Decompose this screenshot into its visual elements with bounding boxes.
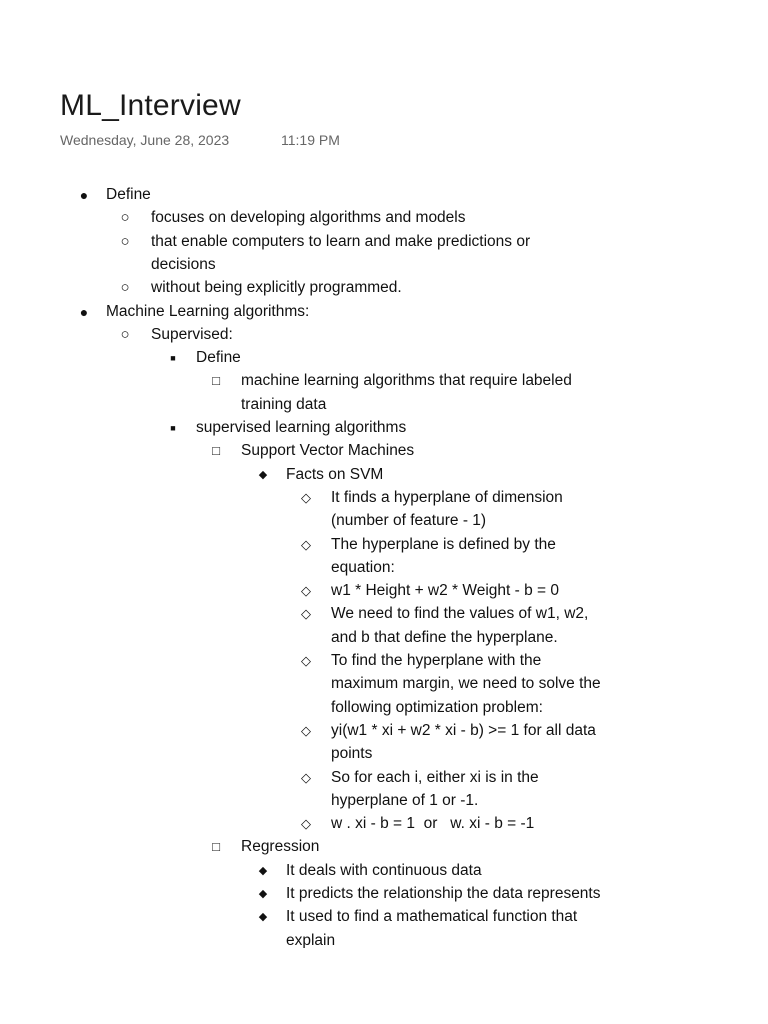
circle-bullet-icon: ○ [120, 209, 130, 227]
outline-line [0, 463, 768, 487]
square-bullet-icon: ■ [170, 353, 176, 364]
outline-line [0, 253, 768, 277]
outline-text: Support Vector Machines [241, 442, 415, 460]
outline-text: hyperplane of 1 or -1. [331, 791, 479, 809]
outline-line [0, 602, 768, 626]
outline-line [0, 579, 768, 603]
circle-bullet-icon: ○ [120, 232, 130, 250]
circle-bullet-icon: ○ [120, 279, 130, 297]
hollow-diamond-bullet-icon: ◇ [301, 816, 311, 832]
hollow-diamond-bullet-icon: ◇ [301, 769, 311, 785]
outline-text: focuses on developing algorithms and models [151, 209, 466, 227]
hollow-square-bullet-icon: □ [212, 443, 220, 459]
outline-line [0, 696, 768, 720]
dot-bullet-icon: ● [79, 303, 89, 320]
outline-line [0, 789, 768, 813]
outline-text: It predicts the relationship the data represents [286, 885, 601, 902]
outline-line [0, 230, 768, 254]
hollow-diamond-bullet-icon: ◇ [301, 722, 311, 738]
outline-line [0, 742, 768, 766]
outline-line [0, 300, 768, 324]
outline-line [0, 556, 768, 580]
note-date: Wednesday, June 28, 2023 [60, 132, 230, 148]
outline-line [0, 719, 768, 743]
outline-text: Facts on SVM [286, 465, 384, 483]
outline-line [0, 486, 768, 510]
outline-text: Define [106, 186, 151, 203]
outline-text: Machine Learning algorithms: [106, 302, 310, 320]
outline-text: decisions [151, 255, 216, 273]
outline-line [0, 835, 768, 859]
outline-text: without being explicitly programmed. [151, 279, 402, 297]
hollow-diamond-bullet-icon: ◇ [301, 653, 311, 668]
outline-text: points [331, 745, 373, 763]
outline-line [0, 649, 768, 673]
outline-line [0, 276, 768, 300]
outline-text: w . xi - b = 1 or w. xi - b = -1 [331, 815, 535, 833]
outline-line [0, 393, 768, 417]
note-body[interactable] [0, 183, 768, 948]
outline-line [0, 766, 768, 790]
outline-line [0, 626, 768, 650]
outline-text: We need to find the values of w1, w2, [331, 605, 589, 623]
outline-text: Supervised: [151, 325, 233, 343]
outline-text: maximum margin, we need to solve the [331, 675, 601, 693]
outline-text: training data [241, 395, 327, 413]
outline-line [0, 206, 768, 230]
outline-text: So for each i, either xi is in the [331, 768, 539, 786]
outline-text: (number of feature - 1) [331, 512, 487, 530]
outline-text: The hyperplane is defined by the [331, 535, 556, 553]
hollow-diamond-bullet-icon: ◇ [301, 536, 311, 552]
outline-text: supervised learning algorithms [196, 419, 407, 436]
outline-line [0, 509, 768, 533]
outline-text: following optimization problem: [331, 698, 543, 716]
outline-text: and b that define the hyperplane. [331, 628, 558, 646]
outline-text: It deals with continuous data [286, 861, 482, 879]
outline-line [0, 439, 768, 463]
square-bullet-icon: ■ [170, 423, 176, 433]
outline-line [0, 929, 768, 948]
diamond-bullet-icon: ◆ [258, 864, 268, 877]
hollow-square-bullet-icon: □ [212, 373, 220, 389]
circle-bullet-icon: ○ [120, 325, 130, 343]
outline-line [0, 369, 768, 393]
diamond-bullet-icon: ◆ [258, 911, 268, 924]
outline-line [0, 346, 768, 370]
outline-text: Define [196, 349, 241, 367]
outline-line [0, 416, 768, 440]
outline-line [0, 859, 768, 883]
outline-text: that enable computers to learn and make predictions or [151, 232, 531, 250]
outline-text: yi(w1 * xi + w2 * xi - b) >= 1 for all data [331, 721, 596, 739]
outline-text: machine learning algorithms that require labeled [241, 372, 572, 390]
outline-text: To find the hyperplane with the [331, 652, 542, 669]
outline-line [0, 323, 768, 347]
diamond-bullet-icon: ◆ [258, 468, 268, 481]
outline-text: It used to find a mathematical function that [286, 908, 578, 926]
outline-line [0, 882, 768, 906]
outline-text: explain [286, 931, 336, 948]
outline-line [0, 533, 768, 557]
hollow-diamond-bullet-icon: ◇ [301, 583, 311, 599]
outline-line [0, 905, 768, 929]
page-title: ML_Interview [60, 89, 241, 122]
outline-text: It finds a hyperplane of dimension [331, 488, 563, 506]
outline-line [0, 812, 768, 836]
diamond-bullet-icon: ◆ [258, 888, 268, 900]
outline-text: w1 * Height + w2 * Weight - b = 0 [331, 582, 560, 600]
hollow-diamond-bullet-icon: ◇ [301, 606, 311, 622]
outline-text: equation: [331, 558, 395, 576]
outline-line [0, 672, 768, 696]
note-time: 11:19 PM [281, 132, 340, 148]
outline-line [0, 183, 768, 207]
outline-text: Regression [241, 838, 320, 856]
dot-bullet-icon: ● [79, 187, 89, 203]
hollow-diamond-bullet-icon: ◇ [301, 489, 311, 505]
hollow-square-bullet-icon: □ [212, 839, 220, 855]
